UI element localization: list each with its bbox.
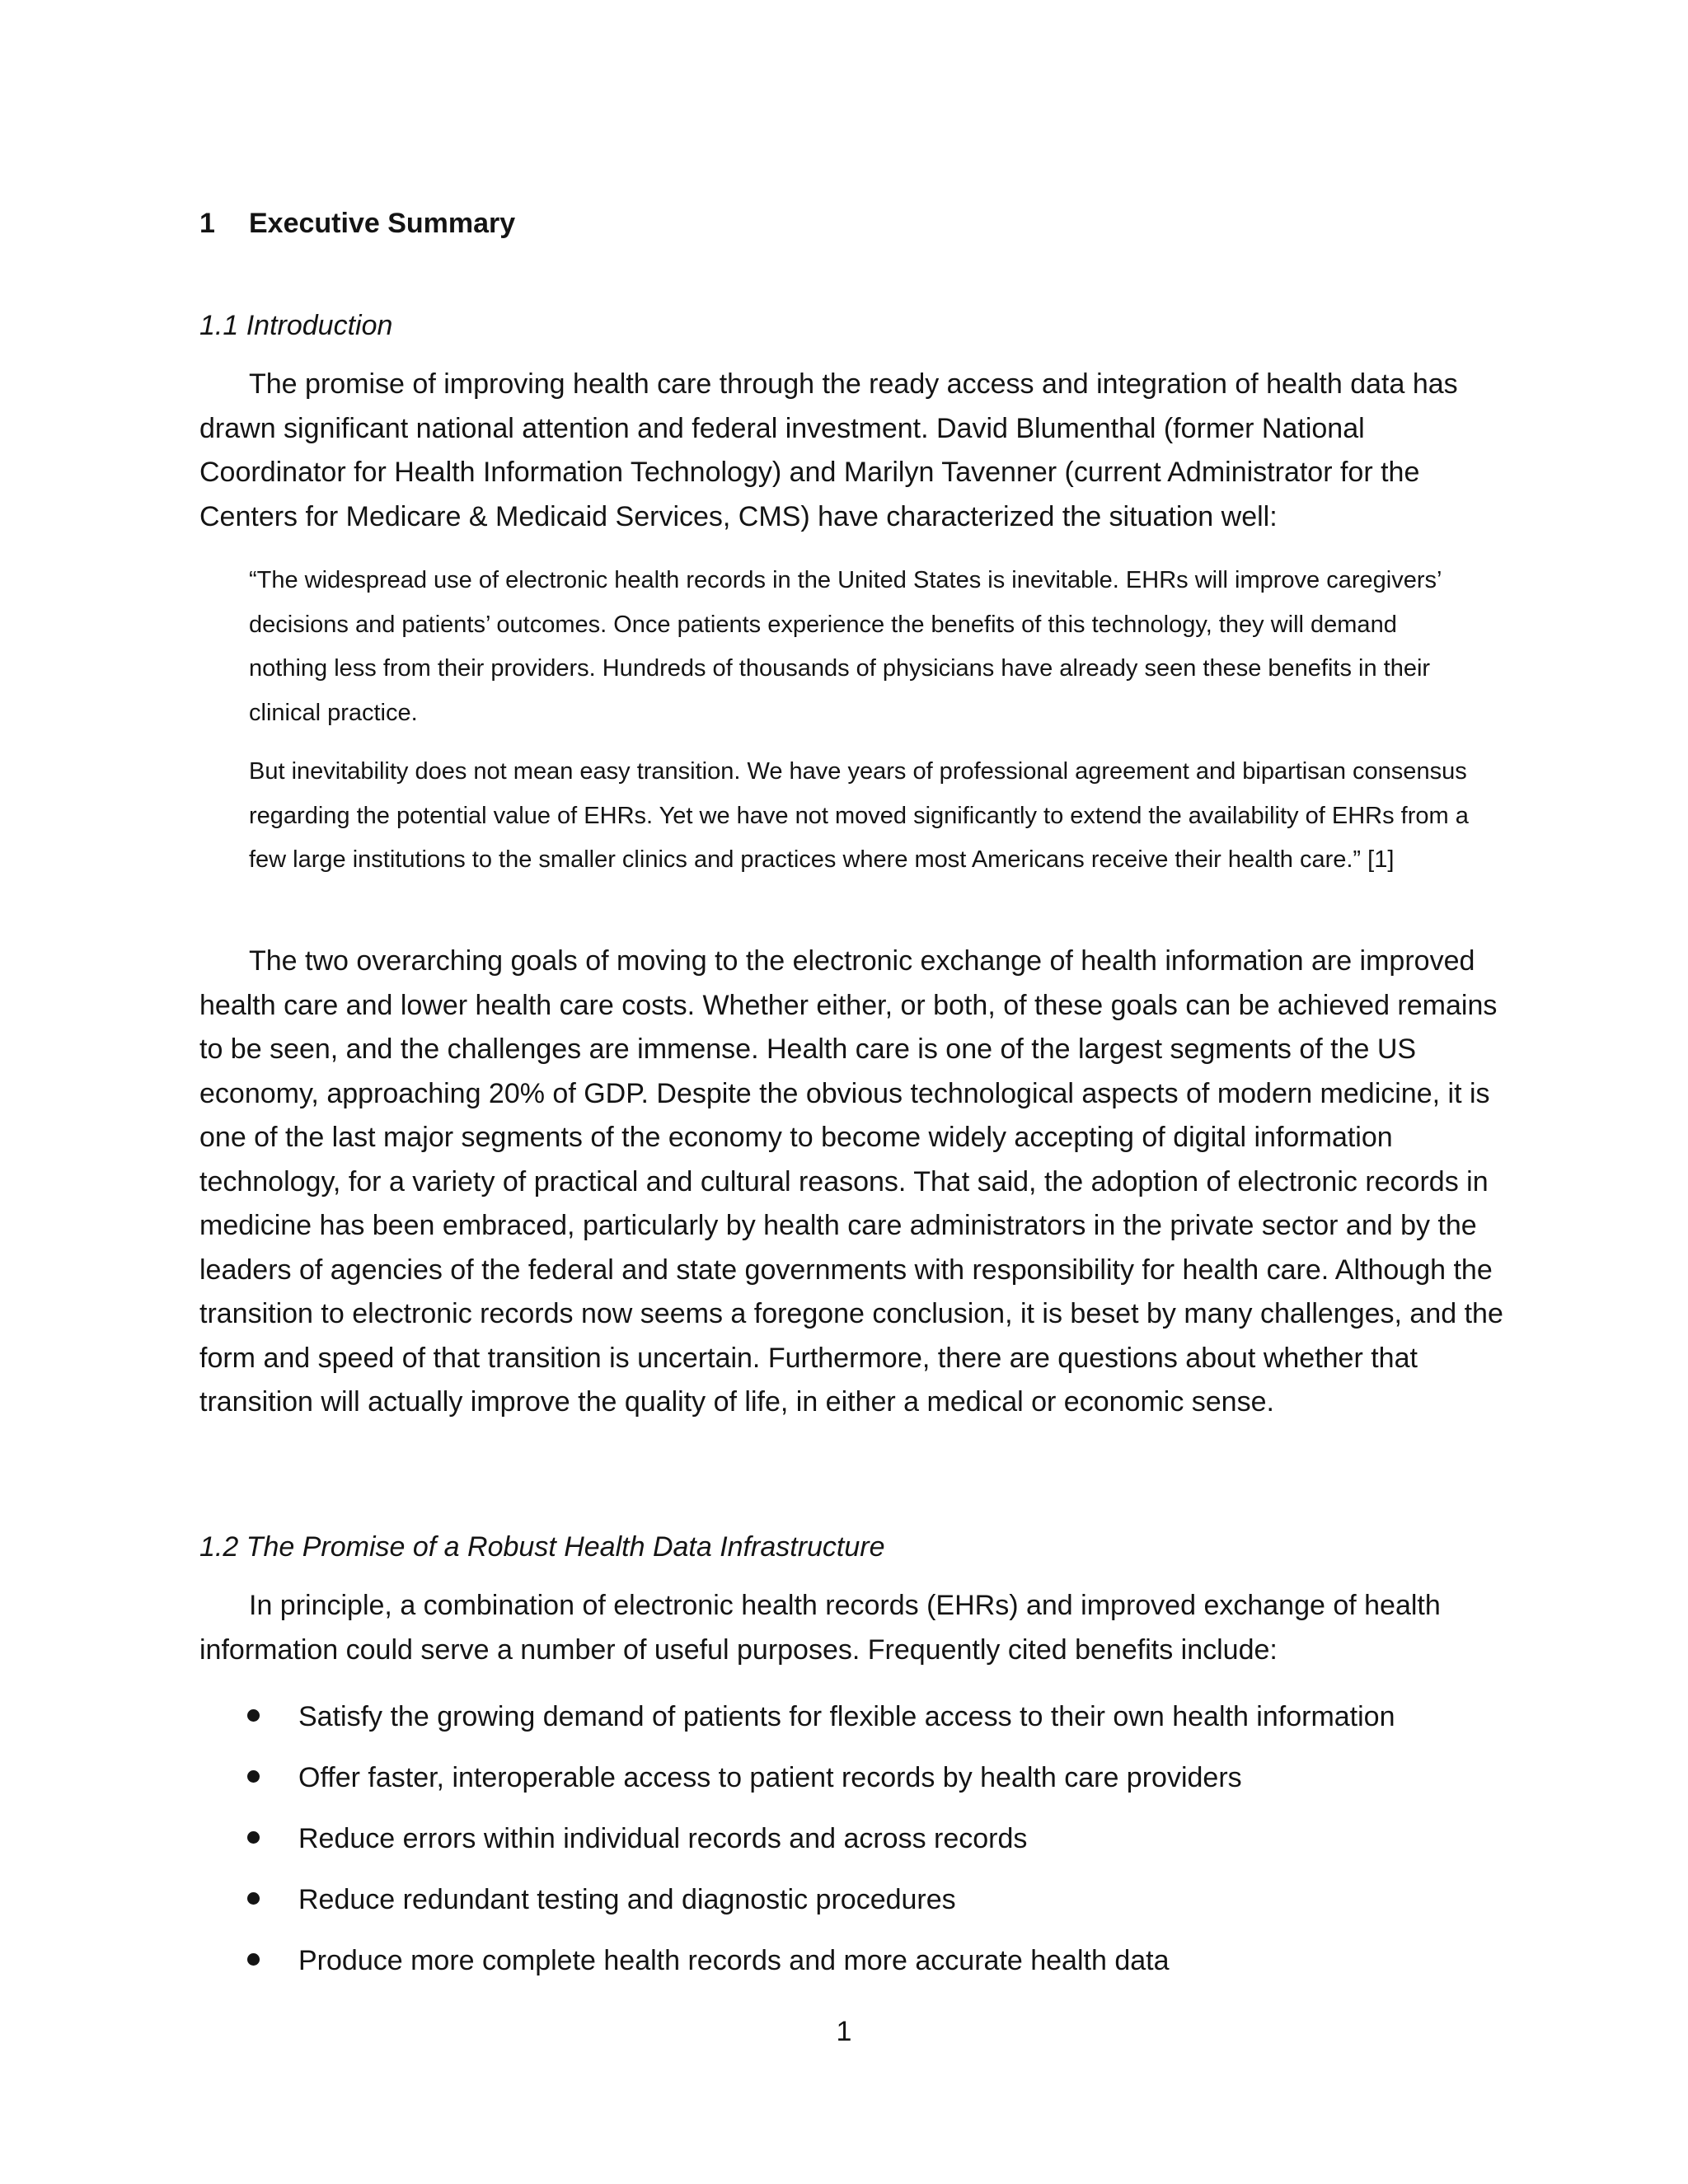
bullet-icon bbox=[247, 1831, 260, 1844]
section-heading bbox=[199, 203, 515, 244]
list-item bbox=[199, 1696, 1518, 1757]
intro-paragraph-1: The promise of improving health care through the ready access and integration of health data has drawn significant national attention and federal investment. David Blumenthal (former National Coordinator for Health Information Technology) and Marilyn Tavenner (current Administrator for the Centers for Medicare & Medicaid Services, CMS) have characterized the situation well: bbox=[199, 368, 1458, 532]
subsection-heading-introduction: 1.1 Introduction bbox=[199, 310, 393, 341]
subsection-heading-promise: 1.2 The Promise of a Robust Health Data Infrastructure bbox=[199, 1531, 885, 1563]
promise-paragraph: In principle, a combination of electronic health records (EHRs) and improved exchange of health information could serve a number of useful purposes. Frequently cited benefits include: bbox=[199, 1590, 1441, 1666]
list-item-text: Reduce errors within individual records and across records bbox=[298, 1823, 1028, 1854]
list-item-text: Reduce redundant testing and diagnostic procedures bbox=[298, 1884, 956, 1915]
list-item bbox=[199, 1757, 1518, 1818]
list-item-text: Produce more complete health records and more accurate health data bbox=[298, 1945, 1170, 1976]
benefits-list bbox=[199, 1696, 1518, 2001]
list-item bbox=[199, 1818, 1518, 1879]
list-item-text: Offer faster, interoperable access to patient records by health care providers bbox=[298, 1762, 1242, 1793]
list-item-text: Satisfy the growing demand of patients for flexible access to their own health information bbox=[298, 1701, 1395, 1732]
page-number: 1 bbox=[836, 2016, 852, 2047]
bullet-icon bbox=[247, 1953, 260, 1966]
section-number: 1 bbox=[199, 208, 215, 239]
blockquote-paragraph-2: But inevitability does not mean easy transition. We have years of professional agreement and bipartisan consensus regarding the potential value of EHRs. Yet we have not moved significantly to extend the availability of EHRs from a few large institutions to the smaller clinics and practices where most Americans receive their health care.” [1] bbox=[249, 758, 1469, 873]
bullet-icon bbox=[247, 1770, 260, 1783]
bullet-icon bbox=[247, 1892, 260, 1905]
intro-paragraph-2: The two overarching goals of moving to the electronic exchange of health information are improved health care and lower health care costs. Whether either, or both, of these goals can be achieved remains to be seen, and the challenges are immense. Health care is one of the largest segments of the US economy, approaching 20% of GDP. Despite the obvious technological aspects of modern medicine, it is one of the last major segments of the economy to become widely accepting of digital information technology, for a variety of practical and cultural reasons. That said, the adoption of electronic records in medicine has been embraced, particularly by health care administrators in the private sector and by the leaders of agencies of the federal and state governments with responsibility for health care. Although the transition to electronic records now seems a foregone conclusion, it is beset by many challenges, and the form and speed of that transition is uncertain. Furthermore, there are questions about whether that transition will actually improve the quality of life, in either a medical or economic sense. bbox=[199, 945, 1503, 1418]
bullet-icon bbox=[247, 1709, 260, 1722]
blockquote-paragraph-1: “The widespread use of electronic health records in the United States is inevitable. EHRs will improve caregivers’ decisions and patients’ outcomes. Once patients experience the benefits of this technology, they will demand nothing less from their providers. Hundreds of thousands of physicians have already seen these benefits in their clinical practice. bbox=[249, 567, 1442, 726]
list-item bbox=[199, 1940, 1518, 2001]
section-title: Executive Summary bbox=[249, 208, 516, 239]
list-item bbox=[199, 1879, 1518, 1940]
